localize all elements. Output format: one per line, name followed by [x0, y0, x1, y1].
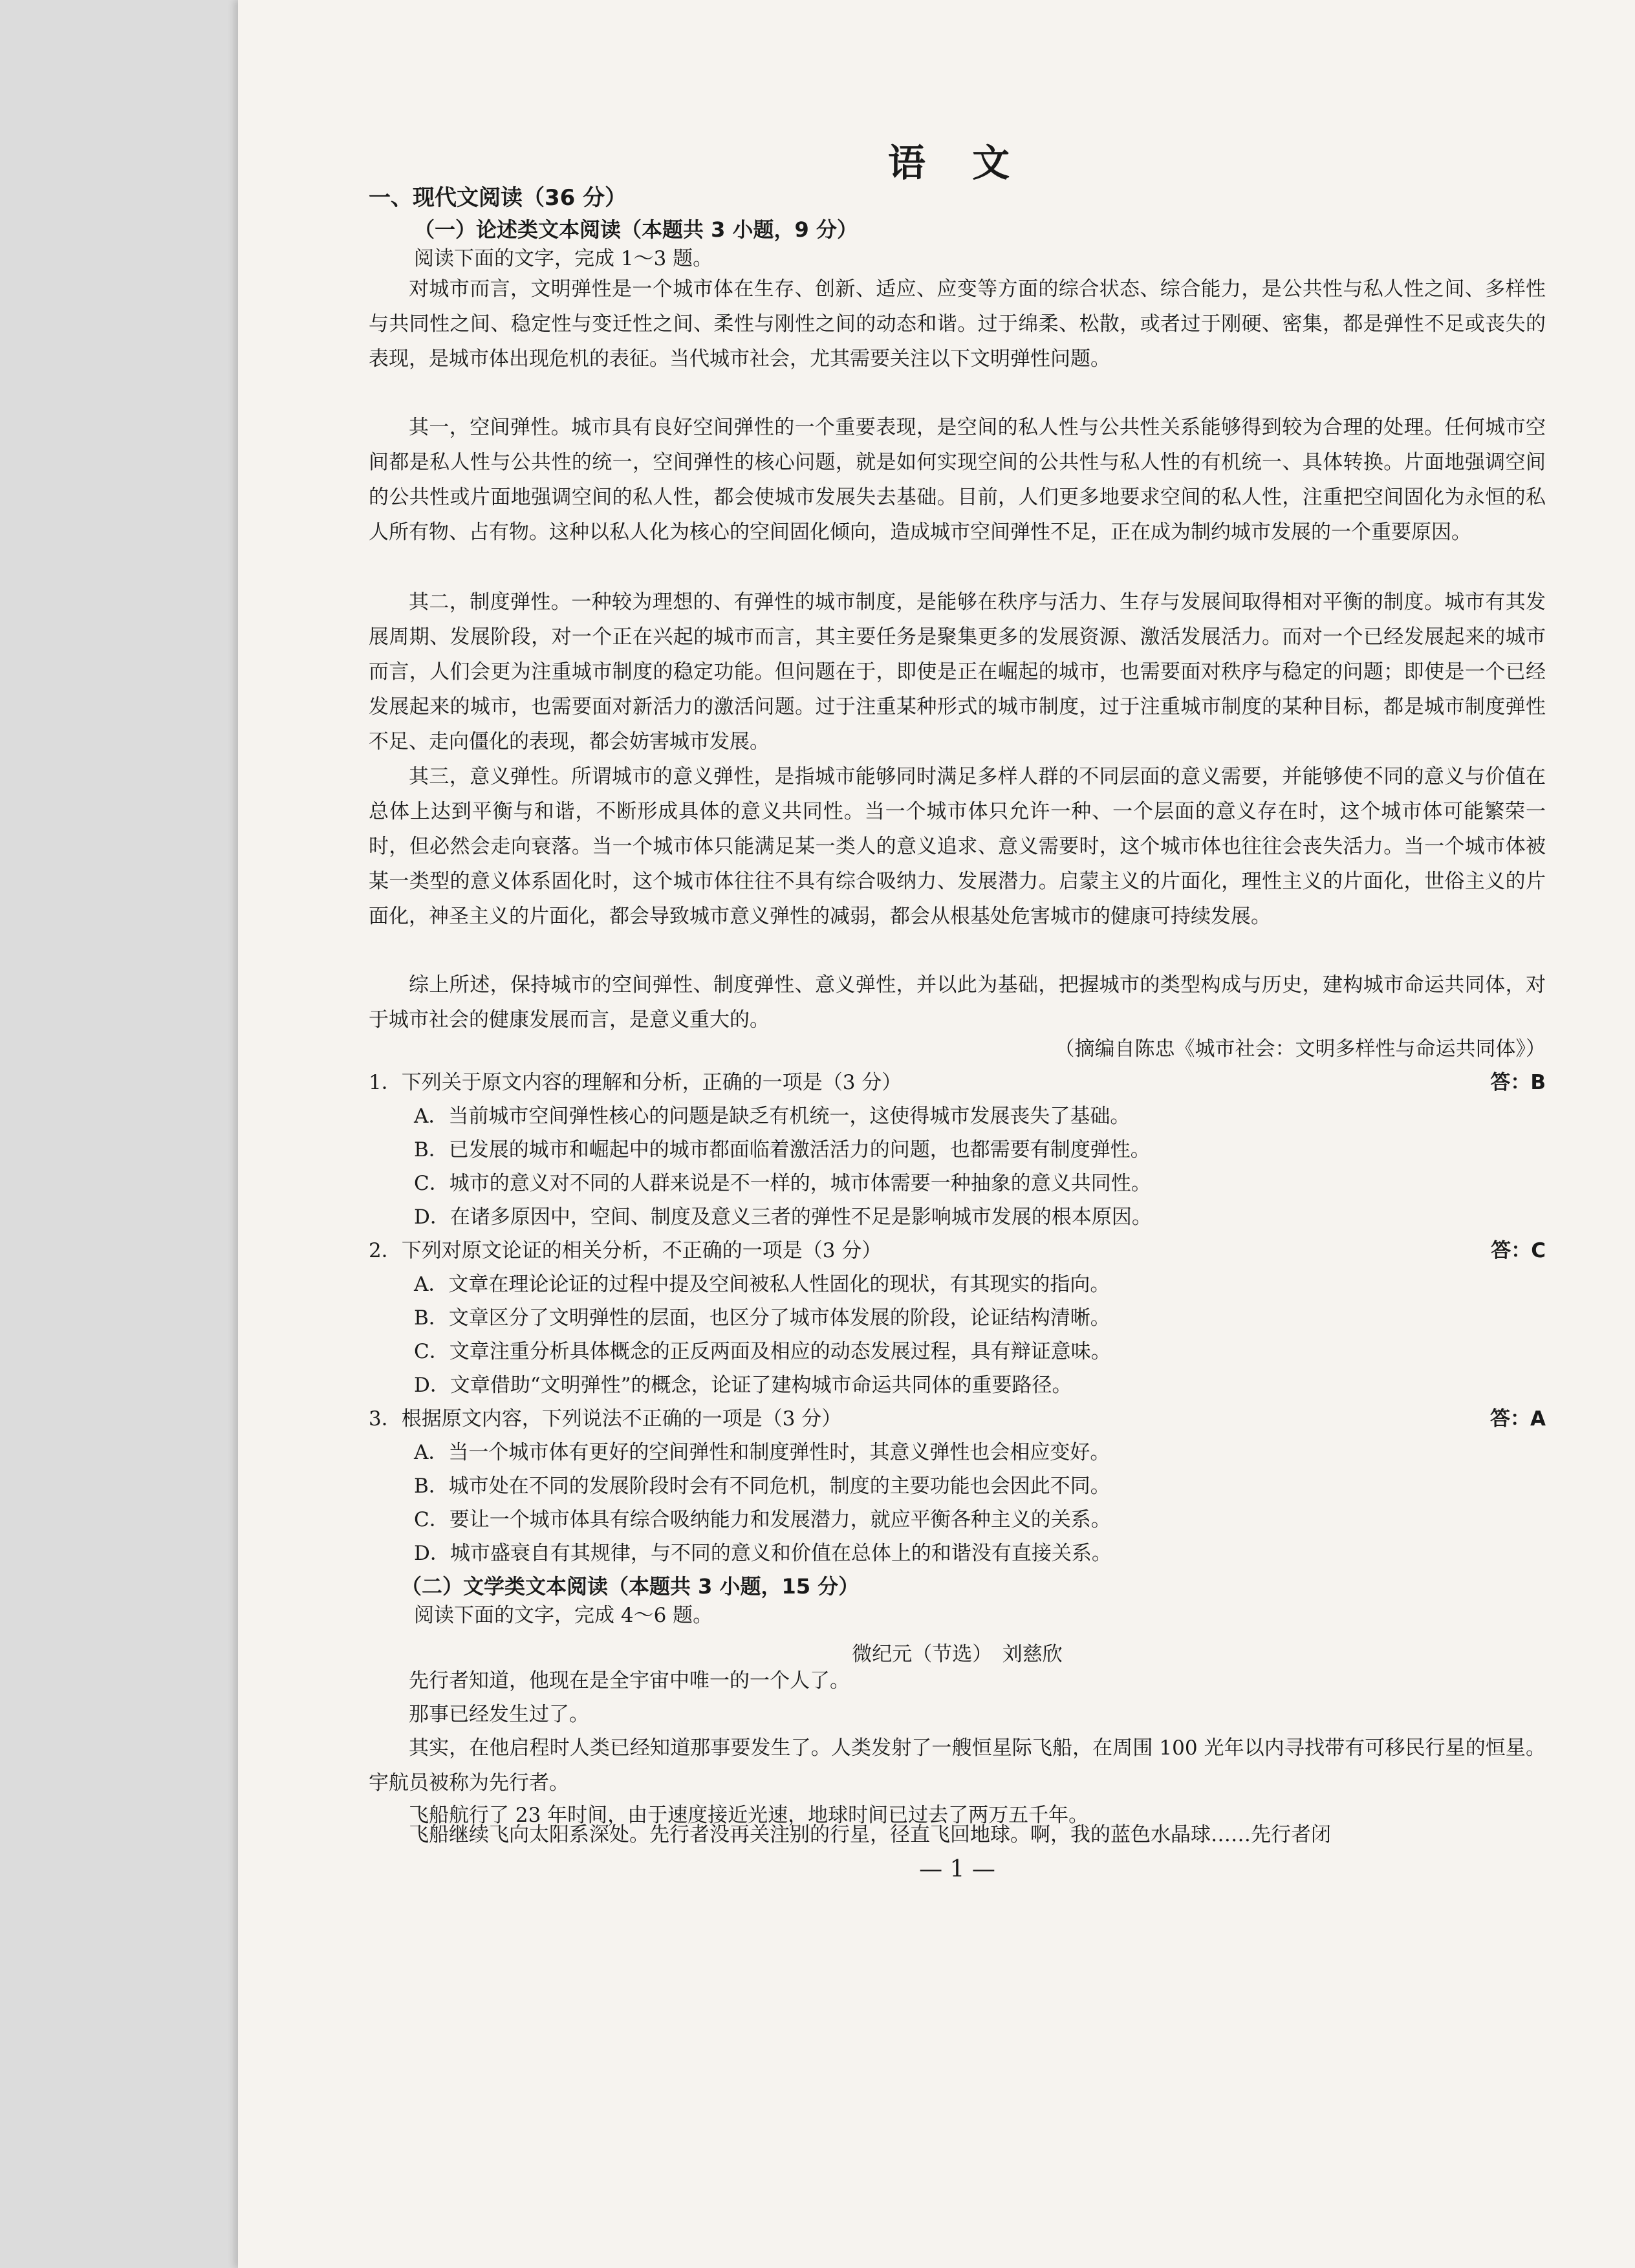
question-3-option-d: D．城市盛衰自有其规律，与不同的意义和价值在总体上的和谐没有直接关系。 [414, 1542, 1112, 1565]
paragraph: 其三，意义弹性。所谓城市的意义弹性，是指城市能够同时满足多样人群的不同层面的意义需要，并能够使不同的意义与价值在总体上达到平衡与和谐，不断形成具体的意义共同性。当一个城市体只允许一种、一个层面的意义存在时，这个城市体可能繁荣一时，但必然会走向衰落。当一个城市体只能满足某一类人的意义追求、意义需要时，这个城市体也往往会丧失活力。当一个城市体被某一类型的意义体系固化时，这个城市体往往不具有综合吸纳力、发展潜力。启蒙主义的片面化，理性主义的片面化，世俗主义的片面化，神圣主义的片面化，都会导致城市意义弹性的减弱，都会从根基处危害城市的健康可持续发展。 [369, 765, 1546, 928]
paragraph: 其二，制度弹性。一种较为理想的、有弹性的城市制度，是能够在秩序与活力、生存与发展间取得相对平衡的制度。城市有其发展周期、发展阶段，对一个正在兴起的城市而言，其主要任务是聚集更多的发展资源、激活发展活力。而对一个已经发展起来的城市而言，人们会更为注重城市制度的稳定功能。但问题在于，即使是正在崛起的城市，也需要面对秩序与稳定的问题；即使是一个已经发展起来的城市，也需要面对新活力的激活问题。过于注重某种形式的城市制度，过于注重城市制度的某种目标，都是城市制度弹性不足、走向僵化的表现，都会妨害城市发展。 [369, 590, 1546, 753]
question-2-option-b: B．文章区分了文明弹性的层面，也区分了城市体发展的阶段，论证结构清晰。 [414, 1306, 1110, 1330]
story-paragraph: 先行者知道，他现在是全宇宙中唯一的一个人了。 [409, 1669, 850, 1692]
question-2-option-d: D．文章借助“文明弹性”的概念，论证了建构城市命运共同体的重要路径。 [414, 1374, 1072, 1397]
source-citation: （摘编自陈忠《城市社会：文明多样性与命运共同体》） [1054, 1037, 1546, 1061]
part2-instruction: 阅读下面的文字，完成 4～6 题。 [414, 1604, 713, 1627]
question-3-answer: 答：A [1490, 1407, 1546, 1431]
question-3-stem: 3．根据原文内容，下列说法不正确的一项是（3 分） [369, 1407, 842, 1431]
paragraph: 对城市而言，文明弹性是一个城市体在生存、创新、适应、应变等方面的综合状态、综合能力，是公共性与私人性之间、多样性与共同性之间、稳定性与变迁性之间、柔性与刚性之间的动态和谐。过于绵柔、松散，或者过于刚硬、密集，都是弹性不足或丧失的表现，是城市体出现危机的表征。当代城市社会，尤其需要关注以下文明弹性问题。 [369, 277, 1546, 371]
story-paragraph: 其实，在他启程时人类已经知道那事要发生了。人类发射了一艘恒星际飞船，在周围 100 光年以内寻找带有可移民行星的恒星。宇航员被称为先行者。 [369, 1736, 1546, 1795]
question-3-option-a: A．当一个城市体有更好的空间弹性和制度弹性时，其意义弹性也会相应变好。 [414, 1441, 1110, 1464]
story-paragraph: 那事已经发生过了。 [409, 1703, 589, 1726]
part1-heading: （一）论述类文本阅读（本题共 3 小题，9 分） [414, 217, 858, 242]
question-1-option-b: B．已发展的城市和崛起中的城市都面临着激活活力的问题，也都需要有制度弹性。 [414, 1138, 1151, 1161]
story-paragraph: 飞船航行了 23 年时间，由于速度接近光速，地球时间已过去了两万五千年。 [409, 1804, 1089, 1827]
question-2-answer: 答：C [1491, 1239, 1546, 1262]
question-1-answer: 答：B [1490, 1071, 1546, 1094]
question-1-option-c: C．城市的意义对不同的人群来说是不一样的，城市体需要一种抽象的意义共同性。 [414, 1172, 1151, 1195]
question-2-option-c: C．文章注重分析具体概念的正反两面及相应的动态发展过程，具有辩证意味。 [414, 1340, 1111, 1363]
question-3-option-b: B．城市处在不同的发展阶段时会有不同危机，制度的主要功能也会因此不同。 [414, 1474, 1110, 1498]
question-1-option-d: D．在诸多原因中，空间、制度及意义三者的弹性不足是影响城市发展的根本原因。 [414, 1205, 1152, 1229]
paragraph: 综上所述，保持城市的空间弹性、制度弹性、意义弹性，并以此为基础，把握城市的类型构成与历史，建构城市命运共同体，对于城市社会的健康发展而言，是意义重大的。 [369, 973, 1546, 1031]
question-1-stem: 1．下列关于原文内容的理解和分析，正确的一项是（3 分） [369, 1071, 902, 1094]
part1-instruction: 阅读下面的文字，完成 1～3 题。 [414, 247, 713, 270]
paragraph: 其一，空间弹性。城市具有良好空间弹性的一个重要表现，是空间的私人性与公共性关系能够得到较为合理的处理。任何城市空间都是私人性与公共性的统一，空间弹性的核心问题，就是如何实现空间的公共性与私人性的有机统一、具体转换。片面地强调空间的公共性或片面地强调空间的私人性，都会使城市发展失去基础。目前，人们更多地要求空间的私人性，注重把空间固化为永恒的私人所有物、占有物。这种以私人化为核心的空间固化倾向，造成城市空间弹性不足，正在成为制约城市发展的一个重要原因。 [369, 416, 1546, 544]
part2-heading: （二）文学类文本阅读（本题共 3 小题，15 分） [401, 1574, 860, 1599]
section-heading: 一、现代文阅读（36 分） [369, 185, 627, 211]
page-title: 语 文 [887, 141, 1027, 185]
story-paragraph: 飞船继续飞向太阳系深处。先行者没再关注别的行星，径直飞回地球。啊，我的蓝色水晶球……先行者闭 [409, 1823, 1331, 1846]
question-1-option-a: A．当前城市空间弹性核心的问题是缺乏有机统一，这使得城市发展丧失了基础。 [414, 1105, 1131, 1128]
question-2-option-a: A．文章在理论论证的过程中提及空间被私人性固化的现状，有其现实的指向。 [414, 1273, 1110, 1296]
question-3-option-c: C．要让一个城市体具有综合吸纳能力和发展潜力，就应平衡各种主义的关系。 [414, 1508, 1111, 1531]
question-2-stem: 2．下列对原文论证的相关分析，不正确的一项是（3 分） [369, 1239, 882, 1262]
story-title: 微纪元（节选） 刘慈欣 [852, 1643, 1063, 1666]
page-number: — 1 — [919, 1856, 995, 1883]
